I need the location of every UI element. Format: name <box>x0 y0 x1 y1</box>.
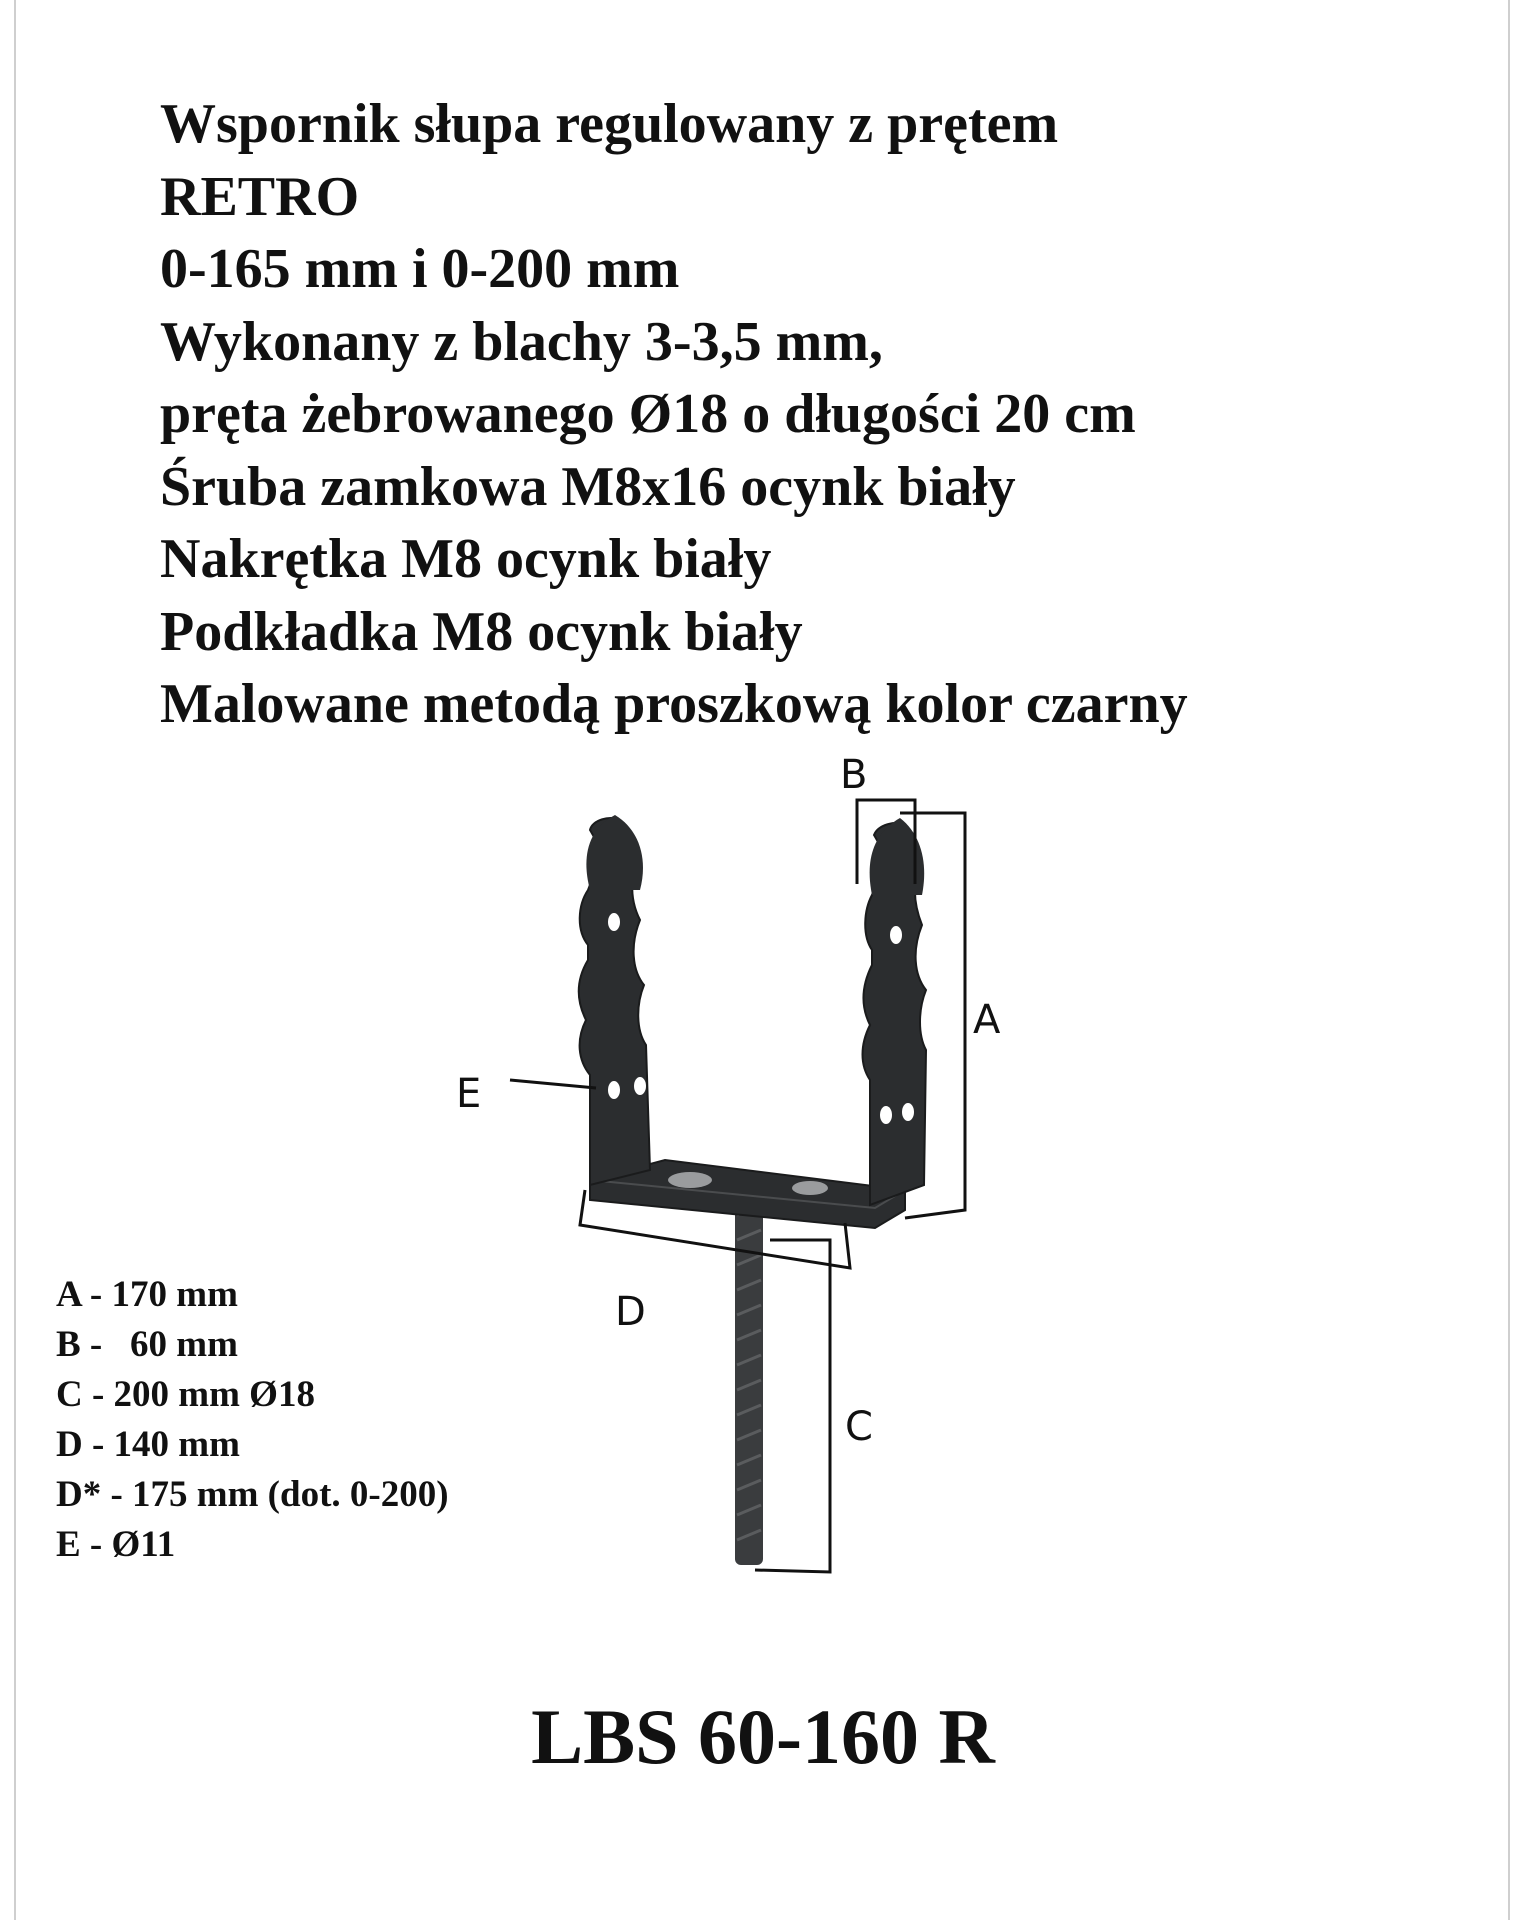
heading-line: RETRO <box>160 165 360 228</box>
dim-label-d: D <box>615 1289 646 1335</box>
dim-label-e: E <box>456 1071 482 1117</box>
heading-line: pręta żebrowanego Ø18 o długości 20 cm <box>160 383 1136 445</box>
heading-line: Śruba zamkowa M8x16 ocynk biały <box>160 455 1016 518</box>
model-code: LBS 60-160 R <box>531 1693 995 1780</box>
heading-line: 0-165 mm i 0-200 mm <box>160 238 680 300</box>
dimension-item: D - 140 mm <box>56 1424 240 1465</box>
dim-e-leader <box>510 1080 596 1088</box>
dimension-item: C - 200 mm Ø18 <box>56 1374 315 1415</box>
dimension-item: A - 170 mm <box>56 1274 238 1315</box>
dim-label-a: A <box>973 997 1001 1043</box>
dimension-item: B - 60 mm <box>56 1324 238 1365</box>
heading-line: Podkładka M8 ocynk biały <box>160 600 803 663</box>
dimension-legend <box>56 1270 449 1570</box>
dim-c-bracket <box>755 1240 830 1572</box>
heading-line: Wspornik słupa regulowany z prętem <box>160 93 1059 155</box>
heading-line: Wykonany z blachy 3-3,5 mm, <box>160 310 883 373</box>
dimension-item: E - Ø11 <box>56 1524 176 1565</box>
dimension-item: D* - 175 mm (dot. 0-200) <box>56 1474 449 1515</box>
heading-line: Malowane metodą proszkową kolor czarny <box>160 673 1188 735</box>
dim-label-b: B <box>840 752 868 798</box>
heading-line: Nakrętka M8 ocynk biały <box>160 528 772 590</box>
dim-label-c: C <box>845 1404 873 1450</box>
